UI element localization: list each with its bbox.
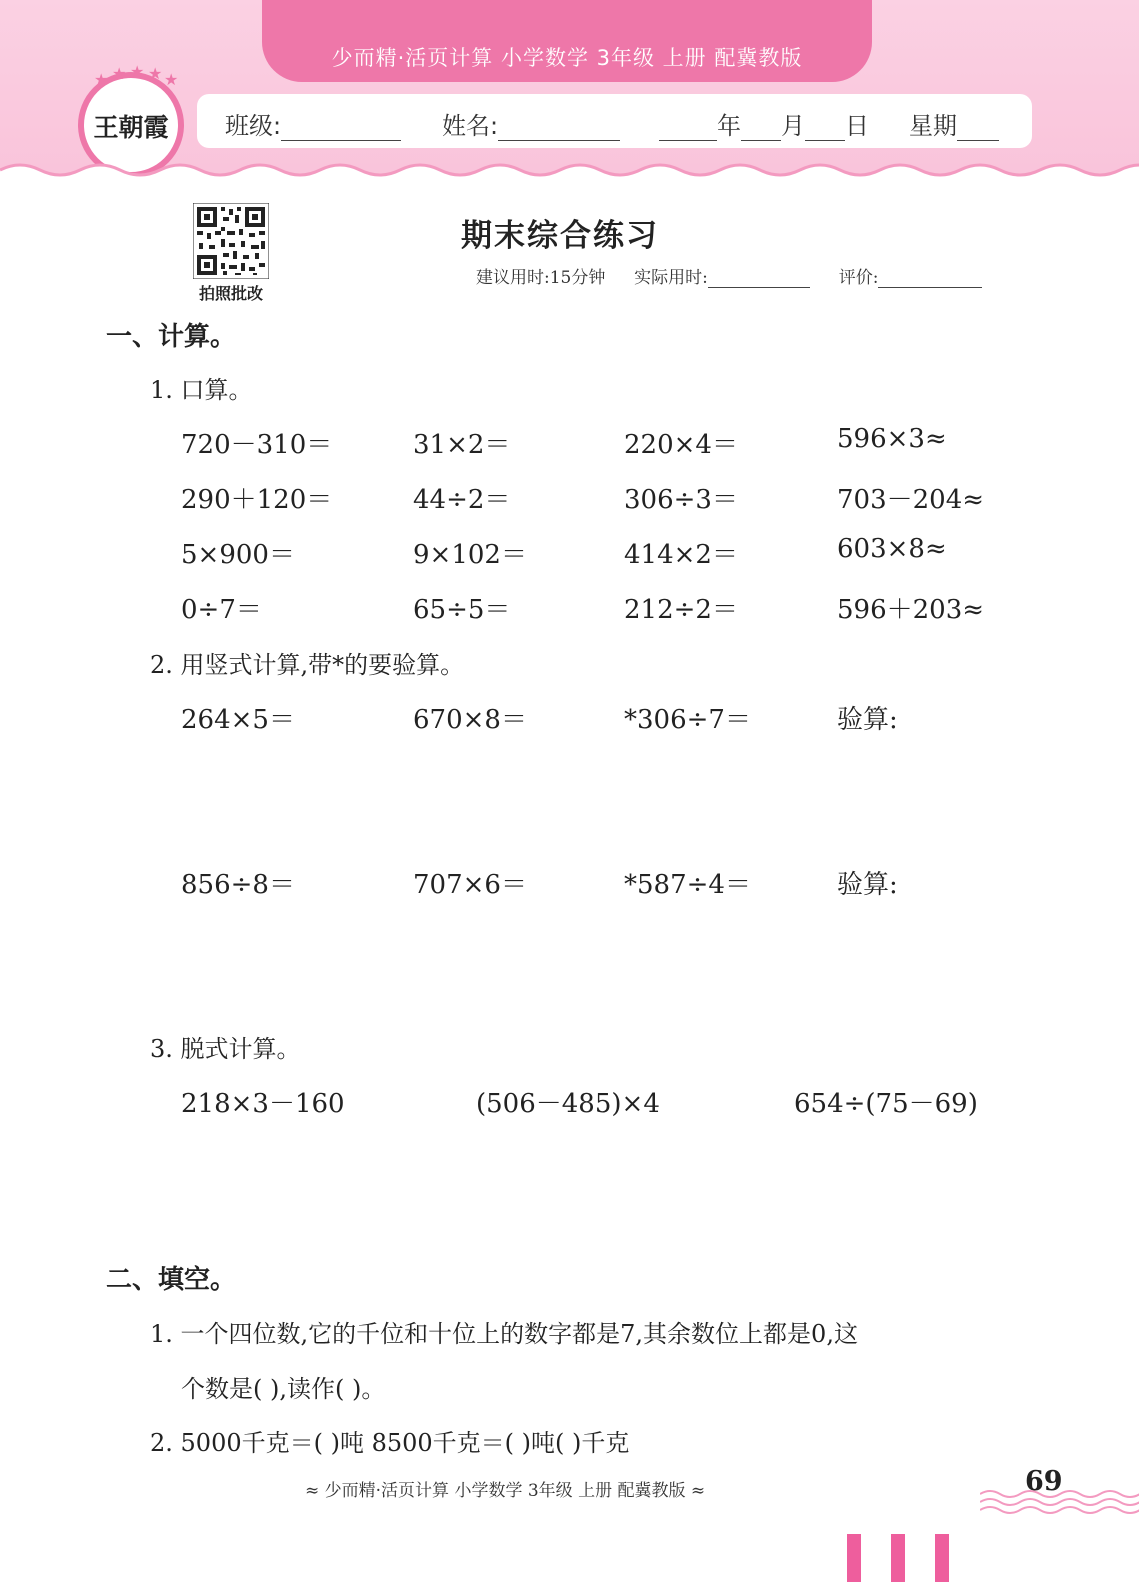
month-label: 月: [781, 112, 805, 140]
mental-math-item: 720－310＝: [181, 430, 333, 460]
mental-math-item: 220×4＝: [624, 430, 738, 460]
footer-bar: [935, 1534, 949, 1582]
mental-math-item: 44÷2＝: [413, 485, 511, 515]
mental-math-item: 603×8≈: [837, 534, 947, 564]
section2-heading: 二、填空。: [106, 1265, 237, 1295]
actual-time-blank[interactable]: [708, 269, 810, 288]
evaluation-blank[interactable]: [878, 269, 982, 288]
mental-math-item: 0÷7＝: [181, 595, 262, 625]
day-label: 日: [845, 112, 869, 140]
mental-math-item: 9×102＝: [413, 540, 527, 570]
step-calc-item: 654÷(75－69): [794, 1089, 978, 1119]
mental-math-item: 65÷5＝: [413, 595, 511, 625]
fill-q1-line1: 1. 一个四位数,它的千位和十位上的数字都是7,其余数位上都是0,这: [150, 1320, 858, 1348]
star-icon: ★: [130, 62, 145, 81]
vertical-calc-item: *306÷7＝: [624, 705, 751, 735]
footer-text: ≈ 少而精·活页计算 小学数学 3年级 上册 配冀教版 ≈: [305, 1481, 706, 1501]
mental-math-item: 414×2＝: [624, 540, 738, 570]
qr-code[interactable]: [193, 203, 269, 279]
logo-text: 王朝霞: [93, 113, 169, 142]
vertical-calc-item: 264×5＝: [181, 705, 295, 735]
page-number: 69: [1025, 1466, 1063, 1497]
vertical-calc-item: 707×6＝: [413, 870, 527, 900]
weekday-label: 星期: [909, 112, 957, 140]
year-label: 年: [717, 112, 741, 140]
q2-label: 2. 用竖式计算,带*的要验算。: [150, 651, 465, 679]
class-field[interactable]: [225, 106, 401, 141]
step-calc-item: 218×3－160: [181, 1089, 345, 1119]
q3-label: 3. 脱式计算。: [150, 1035, 301, 1063]
weekday-field[interactable]: [909, 106, 999, 141]
check-label: 验算:: [837, 705, 898, 735]
mental-math-item: 290＋120＝: [181, 485, 333, 515]
header-wave: [0, 160, 1139, 190]
star-icon: ★: [94, 70, 109, 89]
mental-math-item: 5×900＝: [181, 540, 295, 570]
mental-math-item: 212÷2＝: [624, 595, 738, 625]
vertical-calc-item: 670×8＝: [413, 705, 527, 735]
star-icon: ★: [112, 64, 127, 83]
series-title: 少而精·活页计算 小学数学 3年级 上册 配冀教版: [331, 46, 803, 70]
evaluation-label: 评价:: [838, 268, 879, 288]
mental-math-item: 306÷3＝: [624, 485, 738, 515]
footer-bar: [891, 1534, 905, 1582]
footer-bar: [847, 1534, 861, 1582]
q1-label: 1. 口算。: [150, 376, 253, 404]
suggested-time: 建议用时:15分钟: [476, 268, 606, 288]
fill-q1-line2: 个数是( ),读作( )。: [181, 1375, 386, 1403]
star-icon: ★: [148, 64, 163, 83]
mental-math-item: 596＋203≈: [837, 595, 985, 625]
mental-math-item: 31×2＝: [413, 430, 511, 460]
check-label: 验算:: [837, 870, 898, 900]
class-label: 班级:: [225, 112, 282, 140]
mental-math-item: 703－204≈: [837, 485, 985, 515]
section1-heading: 一、计算。: [106, 322, 237, 352]
actual-time-label: 实际用时:: [634, 268, 708, 288]
time-line: [476, 263, 982, 288]
star-icon: ★: [164, 70, 179, 89]
student-info-box: [197, 94, 1032, 148]
page-title: 期末综合练习: [461, 218, 659, 254]
name-field[interactable]: [442, 106, 620, 141]
qr-label: 拍照批改: [198, 284, 263, 303]
mental-math-item: 596×3≈: [837, 424, 947, 454]
vertical-calc-item: 856÷8＝: [181, 870, 295, 900]
vertical-calc-item: *587÷4＝: [624, 870, 751, 900]
fill-q2-line: 2. 5000千克＝( )吨 8500千克＝( )吨( )千克: [150, 1429, 630, 1457]
footer-wave: [980, 1488, 1139, 1518]
date-field[interactable]: [659, 106, 869, 141]
name-label: 姓名:: [442, 112, 499, 140]
step-calc-item: (506－485)×4: [476, 1089, 660, 1119]
